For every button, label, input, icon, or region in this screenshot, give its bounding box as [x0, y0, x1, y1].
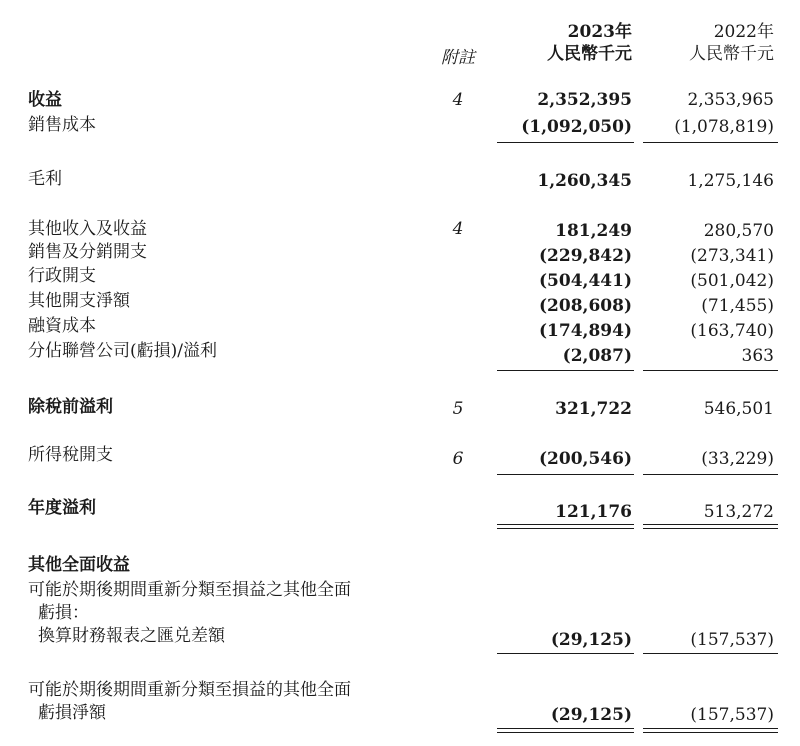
subtotal-rule-2023	[497, 370, 634, 371]
oci-value-2023: (29,125)	[550, 705, 632, 725]
row-label: 收益	[28, 90, 62, 110]
row-value-2023: (174,894)	[539, 321, 632, 341]
row-value-2022: 1,275,146	[687, 171, 774, 191]
oci-line: 換算財務報表之匯兑差額	[38, 626, 225, 646]
row-value-2023: (208,608)	[539, 296, 632, 316]
total-double-rule-2023	[497, 728, 634, 733]
row-value-2022: 546,501	[703, 399, 774, 419]
row-note: 5	[452, 399, 464, 419]
row-value-2022: (71,455)	[701, 296, 774, 316]
row-value-2023: 1,260,345	[537, 171, 632, 191]
row-value-2022: 2,353,965	[687, 90, 774, 110]
row-value-2022: (1,078,819)	[674, 117, 774, 137]
row-value-2023: (2,087)	[562, 346, 632, 366]
row-label: 融資成本	[28, 316, 96, 336]
row-value-2023: 321,722	[555, 399, 632, 419]
row-note: 4	[452, 90, 464, 110]
row-label: 銷售成本	[28, 115, 96, 135]
row-note: 4	[452, 219, 464, 239]
row-label: 年度溢利	[28, 498, 96, 518]
col-note-header: 附註	[441, 48, 475, 68]
col-2022-year: 2022年	[713, 22, 774, 42]
oci-value-2022: (157,537)	[690, 630, 774, 650]
row-label: 分佔聯營公司(虧損)/溢利	[28, 341, 217, 361]
row-label: 其他收入及收益	[28, 219, 147, 239]
row-value-2023: 121,176	[555, 502, 632, 522]
row-label: 所得稅開支	[28, 445, 113, 465]
row-label: 毛利	[28, 169, 62, 189]
oci-value-2022: (157,537)	[690, 705, 774, 725]
subtotal-rule-2023	[497, 142, 634, 143]
row-label: 除稅前溢利	[28, 397, 113, 417]
col-2023-unit: 人民幣千元	[547, 44, 632, 64]
row-value-2023: (504,441)	[539, 271, 632, 291]
row-value-2022: (33,229)	[701, 449, 774, 469]
row-value-2023: 2,352,395	[537, 90, 632, 110]
total-double-rule-2023	[497, 524, 634, 529]
row-value-2023: (1,092,050)	[521, 117, 632, 137]
row-note: 6	[452, 449, 464, 469]
row-label: 行政開支	[28, 266, 96, 286]
oci-value-2023: (29,125)	[550, 630, 632, 650]
row-value-2022: (501,042)	[690, 271, 774, 291]
row-label: 其他開支淨額	[28, 291, 130, 311]
oci-line: 可能於期後期間重新分類至損益之其他全面	[28, 580, 351, 600]
subtotal-rule-2022	[643, 653, 778, 654]
subtotal-rule-2023	[497, 653, 634, 654]
oci-line: 虧損：	[38, 603, 89, 623]
subtotal-rule-2022	[643, 370, 778, 371]
total-double-rule-2022	[643, 524, 778, 529]
subtotal-rule-2022	[643, 142, 778, 143]
total-double-rule-2022	[643, 728, 778, 733]
oci-line: 可能於期後期間重新分類至損益的其他全面	[28, 680, 351, 700]
row-value-2022: (163,740)	[690, 321, 774, 341]
oci-line: 虧損淨額	[38, 703, 106, 723]
col-2022-unit: 人民幣千元	[689, 44, 774, 64]
row-value-2023: (229,842)	[539, 246, 632, 266]
oci-heading: 其他全面收益	[28, 555, 130, 575]
subtotal-rule-2022	[643, 474, 778, 475]
row-value-2023: (200,546)	[539, 449, 632, 469]
row-value-2022: 513,272	[703, 502, 774, 522]
row-label: 銷售及分銷開支	[28, 242, 147, 262]
col-2023-year: 2023年	[567, 22, 632, 42]
subtotal-rule-2023	[497, 474, 634, 475]
row-value-2023: 181,249	[555, 221, 632, 241]
row-value-2022: 280,570	[703, 221, 774, 241]
row-value-2022: (273,341)	[690, 246, 774, 266]
row-value-2022: 363	[741, 346, 774, 366]
